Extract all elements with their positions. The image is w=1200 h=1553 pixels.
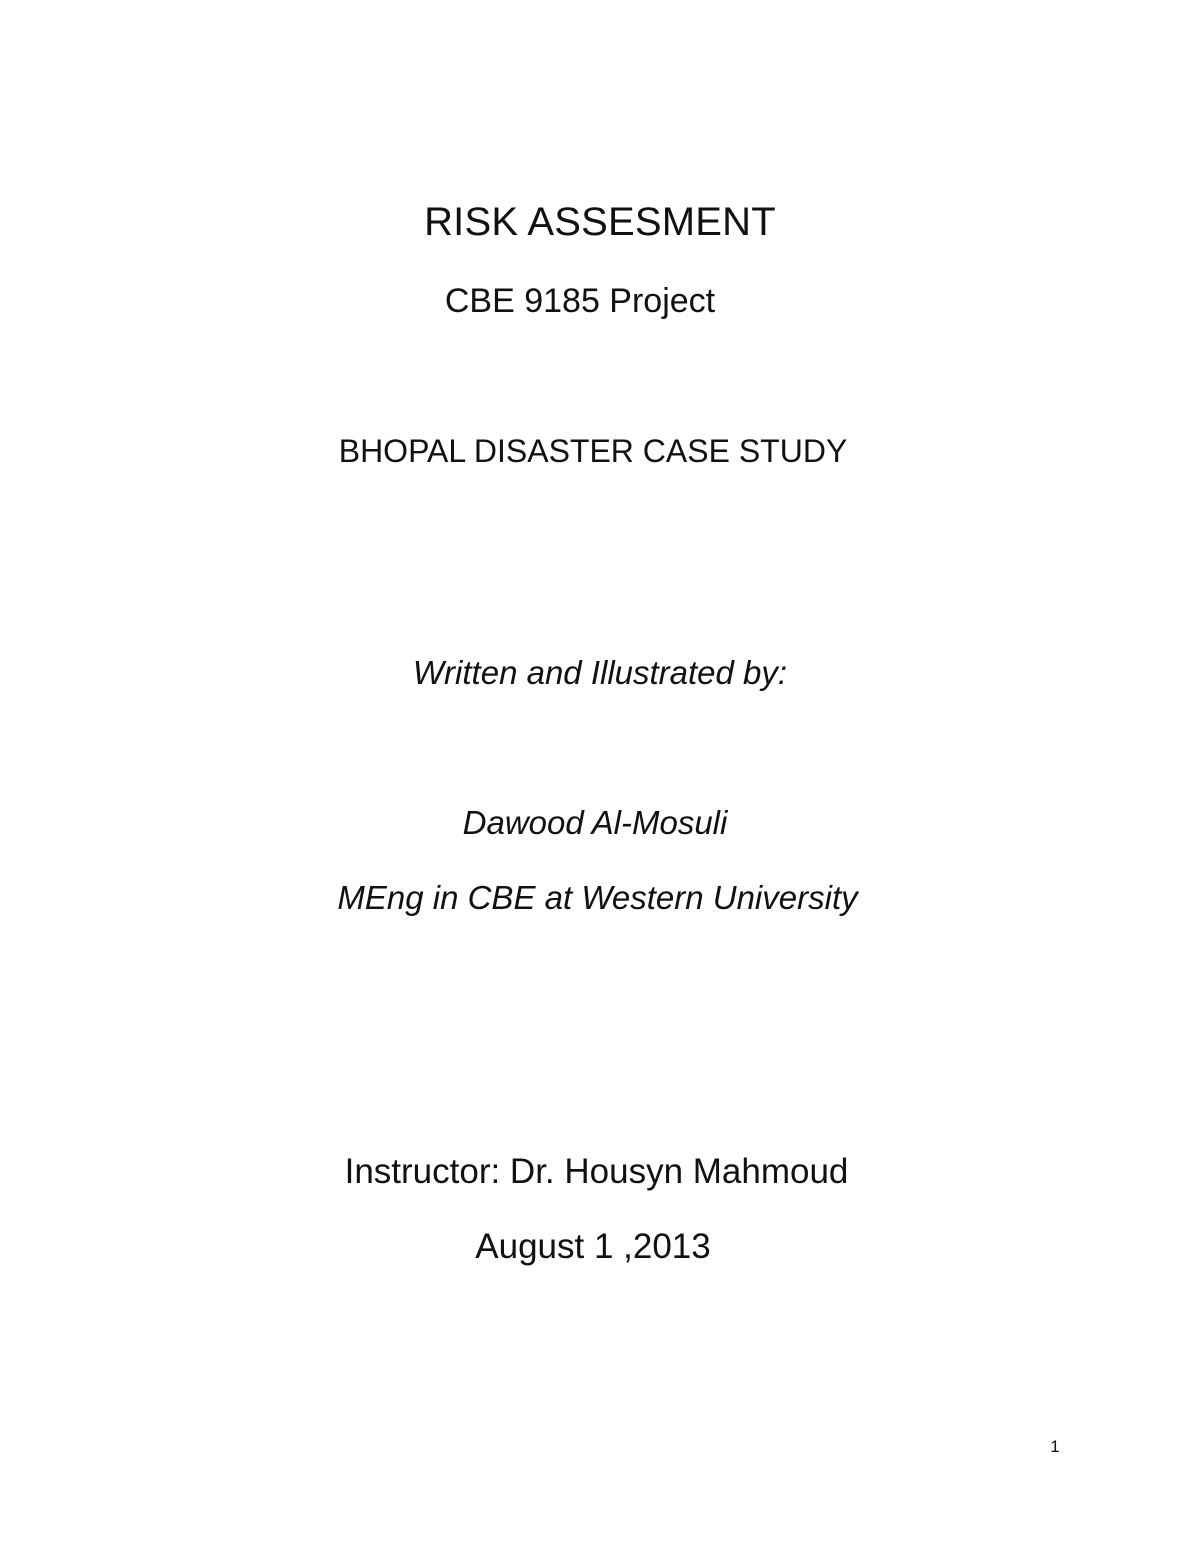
case-study-title: BHOPAL DISASTER CASE STUDY	[338, 433, 848, 469]
instructor-name: Instructor: Dr. Housyn Mahmoud	[344, 1152, 849, 1191]
written-by-label: Written and Illustrated by:	[412, 654, 788, 691]
document-date: August 1 ,2013	[475, 1227, 711, 1266]
author-degree: MEng in CBE at Western University	[337, 879, 858, 916]
author-name: Dawood Al-Mosuli	[462, 804, 728, 841]
page-number: 1	[1050, 1437, 1060, 1456]
project-code: CBE 9185 Project	[444, 282, 716, 320]
document-title: RISK ASSESMENT	[424, 200, 776, 244]
